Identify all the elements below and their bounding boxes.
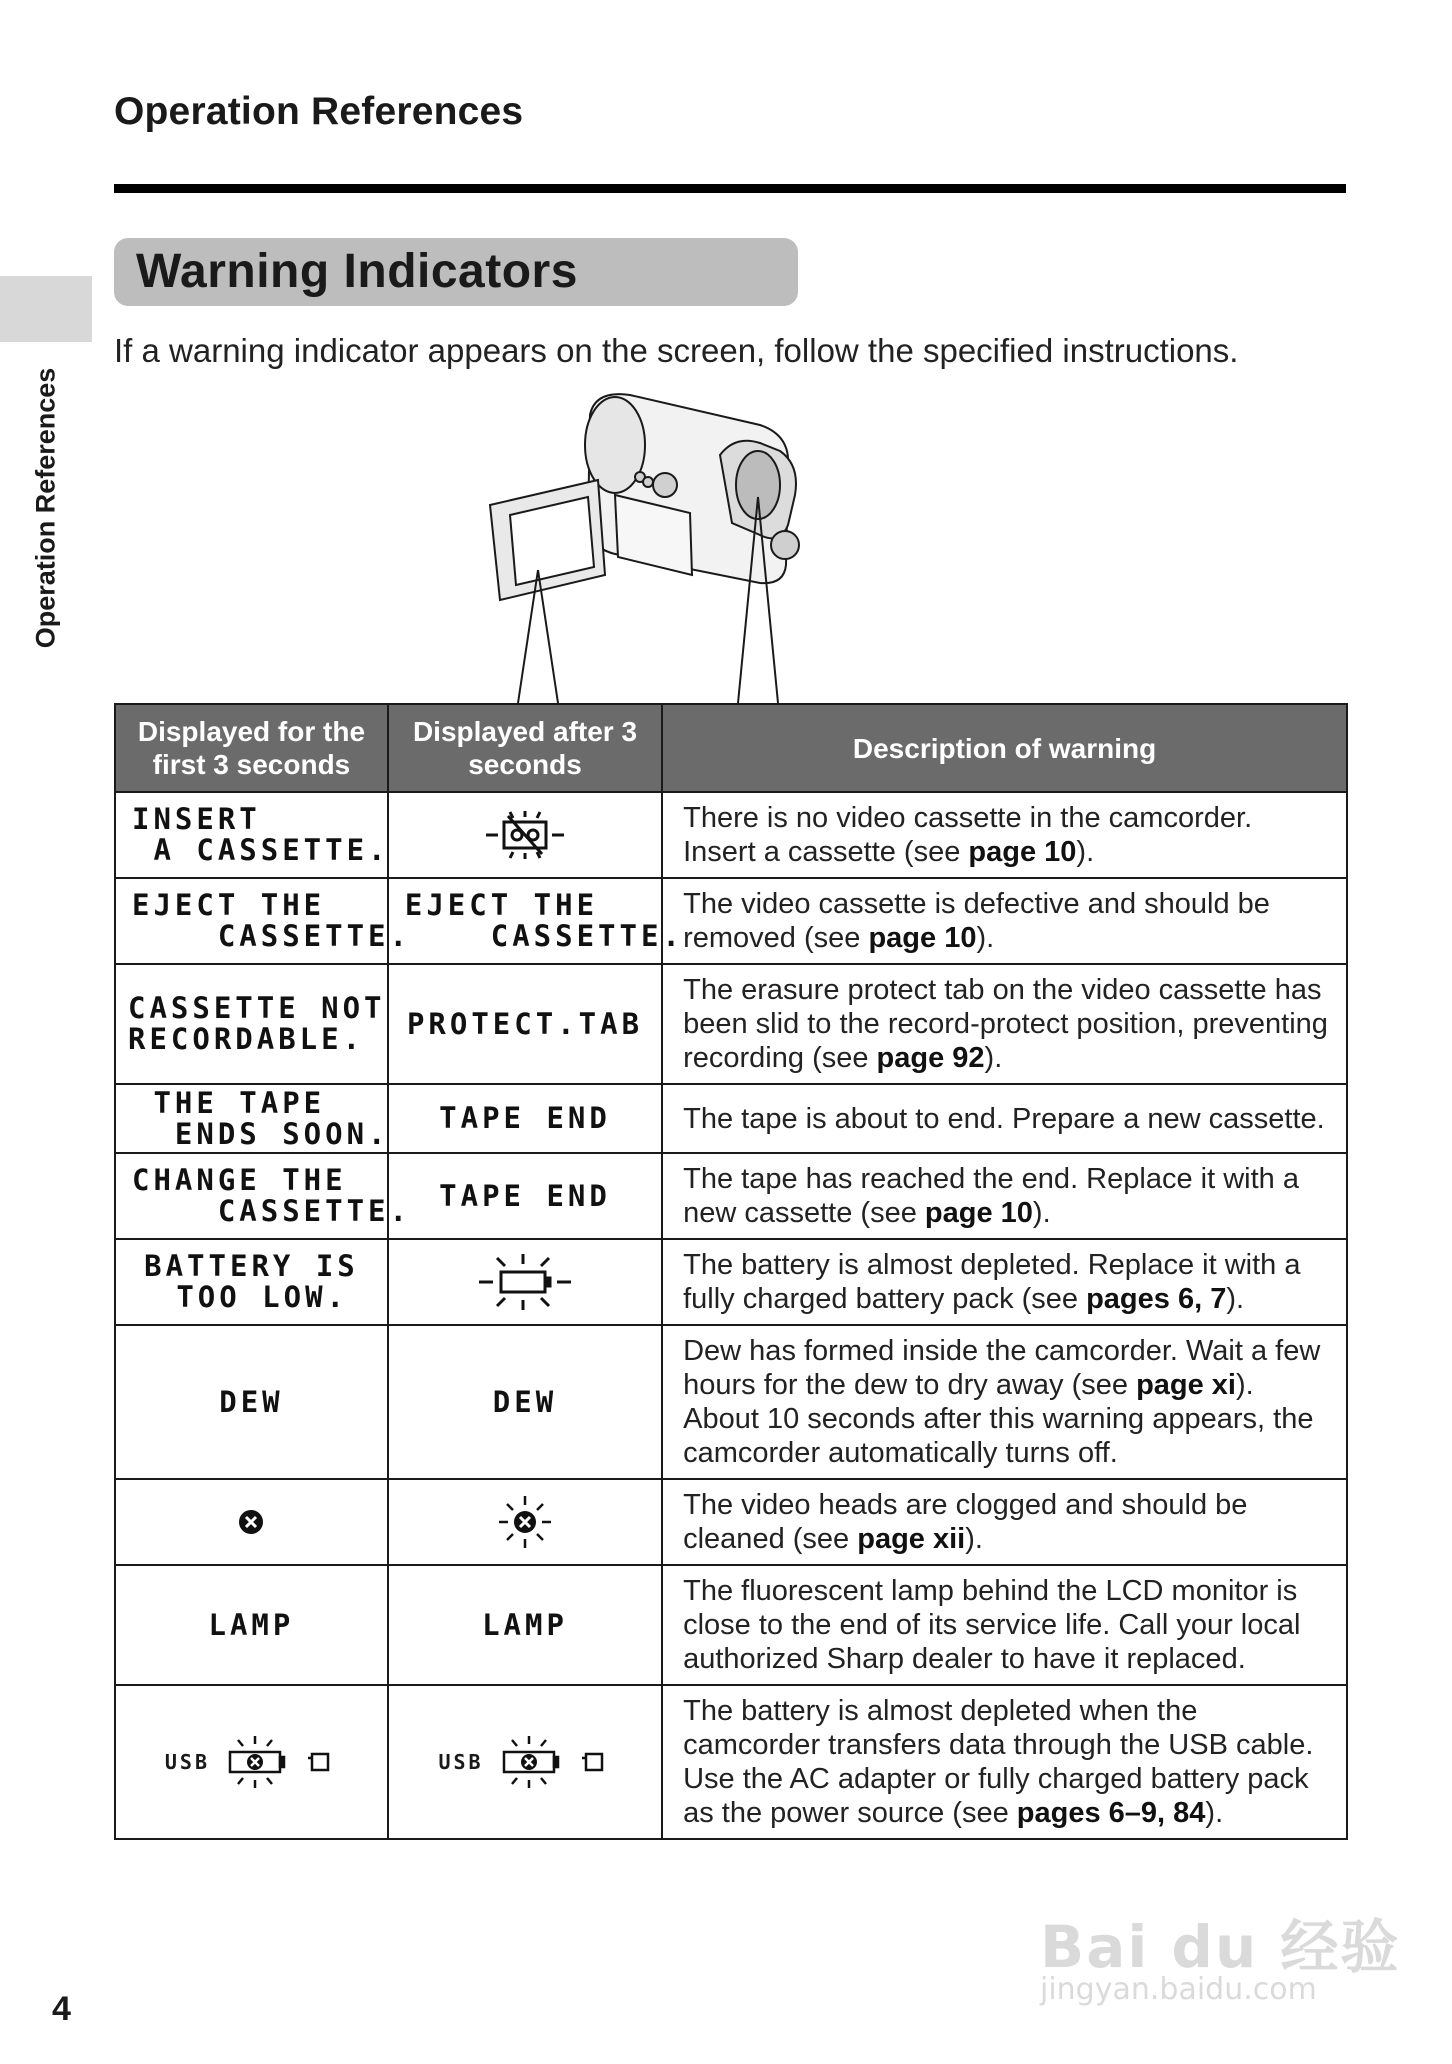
table-row <box>115 1325 1347 1479</box>
after-display-text: TAPE END <box>439 1178 611 1213</box>
head-clog-blink-icon <box>497 1494 553 1550</box>
head-clog-icon <box>236 1507 266 1537</box>
first-display-text: EJECT THE CASSETTE. <box>132 888 411 953</box>
after-display-text: EJECT THE CASSETTE. <box>404 888 684 953</box>
usb-label: USB <box>438 1750 484 1774</box>
first-display-text: DEW <box>219 1384 284 1419</box>
table-header-row <box>115 704 1347 792</box>
page-reference: page xii <box>857 1523 966 1555</box>
first-display-text: BATTERY IS TOO LOW. <box>144 1249 359 1314</box>
warning-description: The video cassette is defective and should be removed (see page 10). <box>662 878 1347 964</box>
after-display-text-blinking: PROTECT.TAB <box>406 1006 644 1041</box>
first-display-text: CASSETTE NOT RECORDABLE. <box>128 991 386 1056</box>
warning-description: The battery is almost depleted when the camcorder transfers data through the USB cable. Use the AC adapter or fully charged battery pack as the power source (see pages 6–9, 84). <box>662 1685 1347 1839</box>
warning-description: The video heads are clogged and should be cleaned (see page xii). <box>662 1479 1347 1565</box>
table-row <box>115 1084 1347 1153</box>
intro-text: If a warning indicator appears on the screen, follow the specified instructions. <box>114 332 1239 369</box>
table-row <box>115 878 1347 964</box>
table-row <box>115 792 1347 878</box>
page-reference: page 92 <box>876 1042 985 1074</box>
table-row <box>115 1565 1347 1685</box>
warning-table <box>114 703 1348 1840</box>
page-reference: page 10 <box>968 836 1077 868</box>
header-first-3-seconds: Displayed for the first 3 seconds <box>115 704 388 792</box>
page-reference: page 10 <box>924 1197 1033 1229</box>
section-title: Operation References <box>114 90 524 133</box>
usb-label: USB <box>164 1750 210 1774</box>
watermark-url: jingyan.baidu.com <box>1040 1972 1317 2007</box>
header-after-3-seconds: Displayed after 3 seconds <box>388 704 662 792</box>
warning-description: The tape is about to end. Prepare a new cassette. <box>662 1084 1347 1153</box>
page-heading: Warning Indicators <box>136 245 578 298</box>
warning-description: The erasure protect tab on the video cassette has been slid to the record-protect position, preventing recording (see page 92). <box>662 964 1347 1084</box>
warning-description: The battery is almost depleted. Replace it with a fully charged battery pack (see pages 6, 7). <box>662 1239 1347 1325</box>
after-display-text: LAMP <box>482 1607 568 1642</box>
page-reference: page xi <box>1136 1369 1236 1401</box>
table-row <box>115 964 1347 1084</box>
low-battery-icon <box>475 1252 575 1312</box>
after-display-text-blinking: DEW <box>492 1384 558 1419</box>
after-display-text-blinking: TAPE END <box>439 1101 611 1135</box>
page-number: 4 <box>52 1990 71 2028</box>
warning-description: Dew has formed inside the camcorder. Wait a few hours for the dew to dry away (see page xi). About 10 seconds after this warning appears, the camcorder automatically turns off. <box>662 1325 1347 1479</box>
no-cassette-icon <box>480 810 570 860</box>
warning-description: The fluorescent lamp behind the LCD monitor is close to the end of its service life. Call your local authorized Sharp dealer to have it replaced. <box>662 1565 1347 1685</box>
side-tab <box>0 276 92 342</box>
page-reference: pages 6–9, 84 <box>1016 1797 1206 1829</box>
camcorder-illustration <box>470 385 880 705</box>
header-rule <box>114 184 1346 193</box>
first-display-text: CHANGE THE CASSETTE. <box>132 1163 411 1228</box>
table-row <box>115 1685 1347 1839</box>
page-reference: pages 6, 7 <box>1086 1283 1227 1315</box>
table-row <box>115 1479 1347 1565</box>
table-row <box>115 1239 1347 1325</box>
page-reference: page 10 <box>868 922 977 954</box>
usb-battery-icon <box>492 1734 612 1790</box>
watermark-brand: Bai du 经验 <box>1040 1913 1401 1981</box>
header-description: Description of warning <box>662 704 1347 792</box>
first-display-text: LAMP <box>208 1607 295 1642</box>
heading-box <box>114 238 798 306</box>
warning-description: There is no video cassette in the camcorder. Insert a cassette (see page 10). <box>662 792 1347 878</box>
side-label: Operation References <box>30 367 61 649</box>
table-row <box>115 1153 1347 1239</box>
first-display-text: INSERT A CASSETTE. <box>132 802 390 867</box>
usb-battery-icon <box>218 1734 338 1790</box>
first-display-text: THE TAPE ENDS SOON. <box>153 1085 390 1151</box>
warning-description: The tape has reached the end. Replace it with a new cassette (see page 10). <box>662 1153 1347 1239</box>
